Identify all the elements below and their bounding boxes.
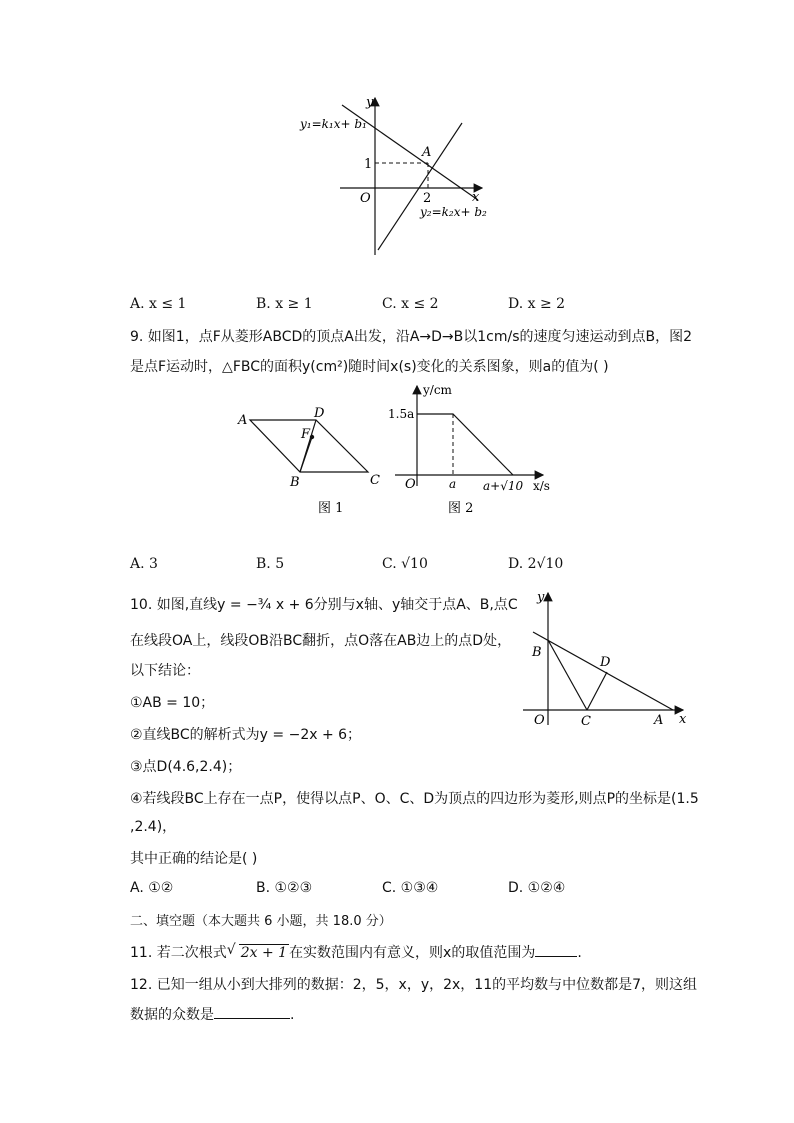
line1-label: y₁=k₁x+ b₁	[300, 117, 367, 131]
line2-label: y₂=k₂x+ b₂	[420, 205, 487, 219]
label-a: A	[654, 713, 664, 728]
caption-fig2: 图 2	[448, 501, 474, 516]
label-b: B	[290, 475, 300, 490]
tick-15a: 1.5a	[388, 407, 415, 421]
q10-option-d[interactable]: D. ①②④	[508, 880, 566, 896]
q9-option-c[interactable]: C. √10	[382, 556, 428, 572]
label-f: F	[301, 427, 311, 442]
label-y: y	[537, 590, 545, 605]
q11-text	[130, 942, 582, 962]
q10-text-line2: 在线段OA上，线段OB沿BC翻折，点O落在AB边上的点D处，	[130, 633, 512, 649]
q9-text-line2: 是点F运动时，△FBC的面积y(cm²)随时间x(s)变化的关系图象，则a的值为( )	[130, 359, 609, 375]
q8-option-d[interactable]: D. x ≥ 2	[508, 296, 566, 312]
segment-bf	[300, 437, 312, 472]
q10-figure	[515, 585, 700, 730]
q10-option-a[interactable]: A. ①②	[130, 880, 174, 896]
label-b: B	[532, 645, 542, 660]
q10-conclusion-4: ④若线段BC上存在一点P，使得以点P、O、C、D为顶点的四边形为菱形,则点P的坐标是(1.5	[130, 791, 699, 807]
label-a: A	[238, 413, 248, 428]
tick-y-1: 1	[364, 157, 373, 172]
y-axis-label: y	[366, 95, 374, 110]
tick-x-2: 2	[423, 191, 432, 206]
q10-text-line3: 以下结论：	[130, 663, 200, 679]
q10-text-line1: 10. 如图,直线y = −¾ x + 6分别与x轴、y轴交于点A、B,点C	[130, 597, 518, 613]
point-a-label: A	[422, 145, 432, 160]
label-c: C	[581, 714, 591, 729]
segment-cd	[587, 672, 607, 710]
q8-option-a[interactable]: A. x ≤ 1	[130, 296, 187, 312]
q9-options	[130, 556, 690, 576]
q11-answer-blank[interactable]	[535, 956, 577, 957]
q10-conclusion-1: ①AB = 10；	[130, 695, 215, 711]
q8-figure	[290, 90, 500, 260]
q11-pre: 11. 若二次根式	[130, 945, 227, 961]
q10-conclusion-3: ③点D(4.6,2.4)；	[130, 759, 242, 775]
q9-option-a[interactable]: A. 3	[130, 556, 158, 572]
line-y2	[378, 123, 462, 250]
q10-question: 其中正确的结论是( )	[130, 851, 258, 867]
q12-text-line1: 12. 已知一组从小到大排列的数据：2，5，x，y，2x，11的平均数与中位数都是7，则这组	[130, 977, 698, 993]
label-x: x	[679, 712, 687, 727]
q10-options	[130, 880, 690, 900]
q12-end: .	[290, 1007, 295, 1023]
label-d: D	[314, 406, 325, 421]
q12-answer-blank[interactable]	[214, 1018, 290, 1019]
q8-option-c[interactable]: C. x ≤ 2	[382, 296, 439, 312]
q9-figure-1	[230, 400, 390, 520]
q9-figure-2	[385, 380, 570, 520]
q11-radical: √ 2x + 1	[226, 942, 288, 961]
origin-label: O	[405, 477, 416, 492]
tick-a: a	[449, 477, 457, 491]
q10-conclusion-4-cont: ,2.4)，	[130, 819, 177, 835]
tick-end: a+√10	[483, 479, 524, 493]
x-axis-label: x/s	[533, 479, 550, 493]
label-o: O	[534, 713, 545, 728]
q9-option-b[interactable]: B. 5	[256, 556, 285, 572]
q10-option-c[interactable]: C. ①③④	[382, 880, 439, 896]
q10-conclusion-2: ②直线BC的解析式为y = −2x + 6；	[130, 727, 362, 743]
q11-end: .	[577, 945, 582, 961]
label-d: D	[600, 655, 611, 670]
q8-options	[130, 296, 690, 316]
q11-post: 在实数范围内有意义，则x的取值范围为	[289, 945, 536, 961]
q9-text-line1: 9. 如图1，点F从菱形ABCD的顶点A出发，沿A→D→B以1cm/s的速度匀速运动到点B，图2	[130, 329, 693, 345]
q8-option-b[interactable]: B. x ≥ 1	[256, 296, 313, 312]
q10-option-b[interactable]: B. ①②③	[256, 880, 313, 896]
q12-line2-text: 数据的众数是	[130, 1007, 214, 1023]
caption-fig1: 图 1	[318, 501, 344, 516]
section-2-heading: 二、填空题（本大题共 6 小题，共 18.0 分）	[130, 914, 392, 929]
label-c: C	[370, 473, 380, 488]
q9-option-d[interactable]: D. 2√10	[508, 556, 564, 572]
x-axis-label: x	[472, 190, 480, 205]
q12-text-line2	[130, 1004, 294, 1024]
origin-label: O	[360, 191, 371, 206]
segment-bc	[548, 640, 587, 710]
y-axis-label: y/cm	[423, 383, 452, 397]
point-f	[310, 435, 314, 439]
line-ab	[533, 632, 673, 710]
area-graph	[417, 414, 513, 475]
